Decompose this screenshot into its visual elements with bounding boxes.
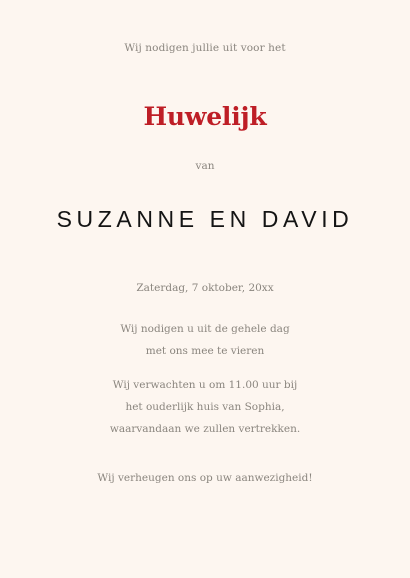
couple-names: SUZANNE EN DAVID [56, 206, 354, 232]
event-title: Huwelijk [143, 102, 267, 131]
location-block [0, 374, 410, 440]
day-invite-line: Wij nodigen u uit de gehele dag [120, 323, 290, 335]
location-line: Wij verwachten u om 11.00 uur bij [112, 379, 298, 391]
closing-text: Wij verheugen ons op uw aanwezigheid! [97, 472, 313, 484]
day-invite-line: met ons mee te vieren [145, 345, 265, 357]
day-invite-block [0, 318, 410, 362]
event-date: Zaterdag, 7 oktober, 20xx [136, 282, 274, 294]
connector-text: van [195, 160, 215, 172]
location-line: waarvandaan we zullen vertrekken. [109, 423, 301, 435]
intro-text: Wij nodigen jullie uit voor het [124, 42, 286, 54]
location-line: het ouderlijk huis van Sophia, [125, 401, 285, 413]
